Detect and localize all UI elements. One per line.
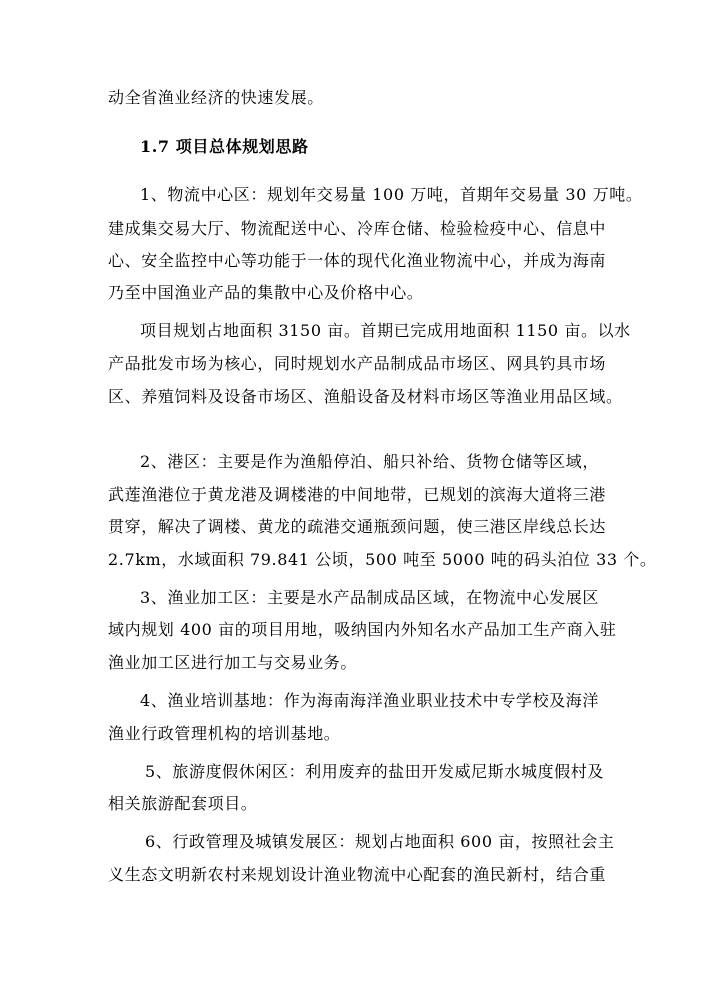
- text-line: 5、旅游度假休闲区：利用废弃的盐田开发威尼斯水城度假村及: [145, 762, 604, 781]
- section-heading: 1.7 项目总体规划思路: [140, 137, 309, 156]
- text-line: 渔业行政管理机构的培训基地。: [108, 724, 341, 743]
- text-line: 3、渔业加工区：主要是水产品制成品区域，在物流中心发展区: [140, 588, 599, 607]
- text-line: 心、安全监控中心等功能于一体的现代化渔业物流中心，并成为海南: [108, 251, 607, 270]
- text-line: 义生态文明新农村来规划设计渔业物流中心配套的渔民新村，结合重: [108, 865, 607, 884]
- text-line: 产品批发市场为核心，同时规划水产品制成品市场区、网具钓具市场: [108, 354, 607, 373]
- text-line: 2、港区：主要是作为渔船停泊、船只补给、货物仓储等区域，: [140, 452, 599, 471]
- text-line: 2.7km，水域面积 79.841 公顷，500 吨至 5000 吨的码头泊位 33 个。: [108, 550, 657, 569]
- text-line: 武莲渔港位于黄龙港及调楼港的中间地带，已规划的滨海大道将三港: [108, 485, 607, 504]
- text-line: 6、行政管理及城镇发展区：规划占地面积 600 亩，按照社会主: [145, 832, 615, 851]
- text-line-continuation: 动全省渔业经济的快速发展。: [108, 88, 324, 107]
- text-line: 渔业加工区进行加工与交易业务。: [108, 653, 358, 672]
- text-line: 项目规划占地面积 3150 亩。首期已完成用地面积 1150 亩。以水: [140, 321, 631, 340]
- text-line: 4、渔业培训基地：作为海南海洋渔业职业技术中专学校及海洋: [140, 691, 599, 710]
- text-line: 建成集交易大厅、物流配送中心、冷库仓储、检验检疫中心、信息中: [108, 219, 607, 238]
- text-line: 域内规划 400 亩的项目用地，吸纳国内外知名水产品加工生产商入驻: [108, 620, 617, 639]
- text-line: 相关旅游配套项目。: [108, 794, 258, 813]
- text-line: 区、养殖饲料及设备市场区、渔船设备及材料市场区等渔业用品区域。: [108, 387, 623, 406]
- text-line: 1、物流中心区：规划年交易量 100 万吨，首期年交易量 30 万吨。: [140, 185, 643, 204]
- text-line: 乃至中国渔业产品的集散中心及价格中心。: [108, 283, 424, 302]
- text-line: 贯穿，解决了调楼、黄龙的疏港交通瓶颈问题，使三港区岸线总长达: [108, 517, 607, 536]
